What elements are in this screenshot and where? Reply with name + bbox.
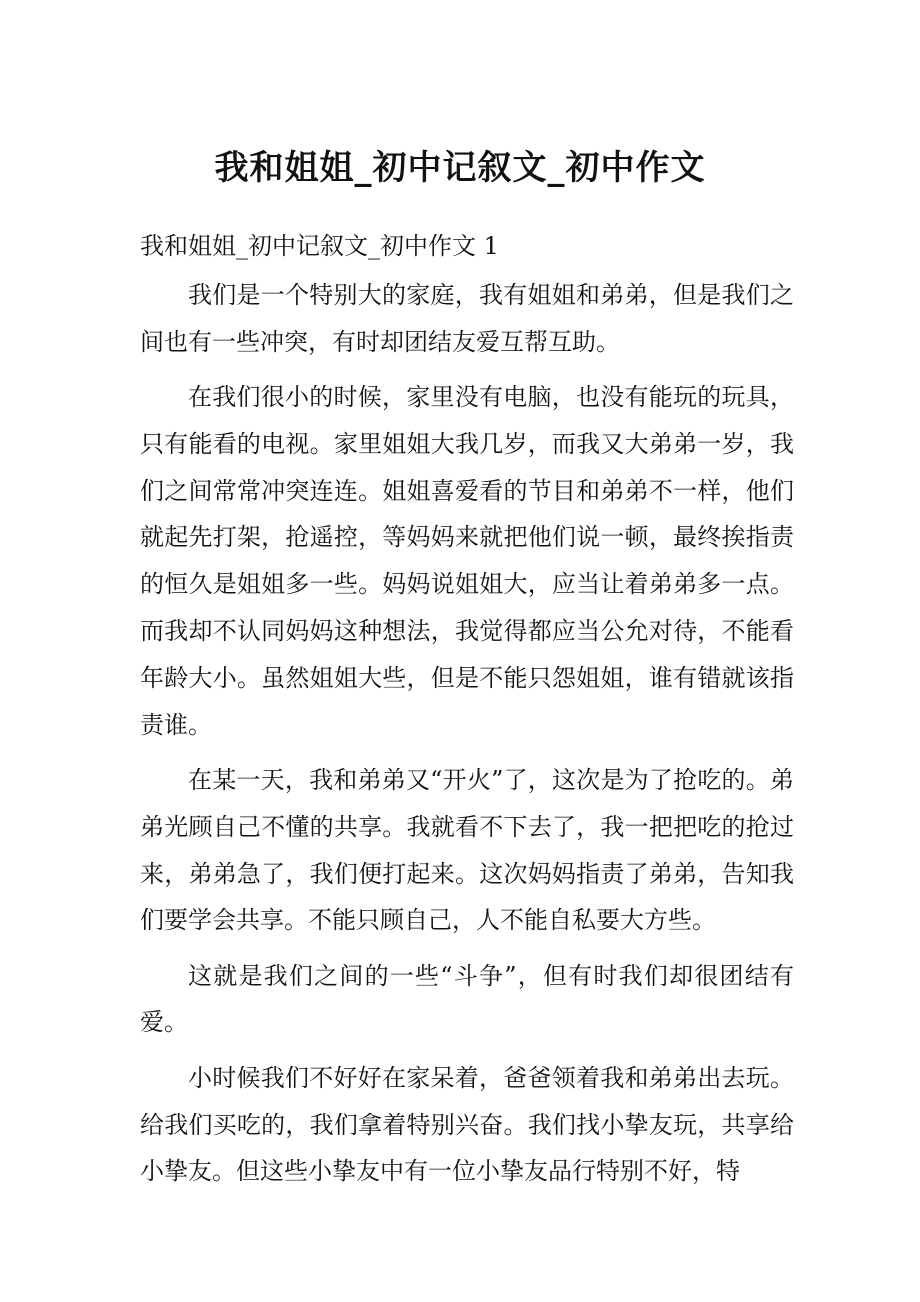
- paragraph: 小时候我们不好好在家呆着，爸爸领着我和弟弟出去玩。给我们买吃的，我们拿着特别兴奋。我们找小挚友玩，共享给小挚友。但这些小挚友中有一位小挚友品行特别不好，特: [140, 1063, 794, 1186]
- document-body: [140, 272, 794, 1204]
- paragraph: 这就是我们之间的一些“斗争”，但有时我们却很团结有爱。: [140, 961, 794, 1037]
- paragraph: 我们是一个特别大的家庭，我有姐姐和弟弟，但是我们之间也有一些冲突，有时却团结友爱互帮互助。: [140, 281, 794, 356]
- paragraph: 在我们很小的时候，家里没有电脑，也没有能玩的玩具，只有能看的电视。家里姐姐大我几岁，而我又大弟弟一岁，我们之间常常冲突连连。姐姐喜爱看的节目和弟弟不一样，他们就起先打架，抢遥控，等妈妈来就把他们说一顿，最终挨指责的恒久是姐姐多一些。妈妈说姐姐大，应当让着弟弟多一点。而我却不认同妈妈这种想法，我觉得都应当公允对待，不能看年龄大小。虽然姐姐大些，但是不能只怨姐姐，谁有错就该指责谁。: [140, 383, 794, 739]
- document-title: 我和姐姐_初中记叙文_初中作文: [214, 148, 706, 188]
- paragraph: 在某一天，我和弟弟又“开火”了，这次是为了抢吃的。弟弟光顾自己不懂的共享。我就看不下去了，我一把把吃的抢过来，弟弟急了，我们便打起来。这次妈妈指责了弟弟，告知我们要学会共享。不能只顾自己，人不能自私要大方些。: [140, 765, 794, 935]
- document-subtitle: 我和姐姐_初中记叙文_初中作文 1: [140, 232, 499, 260]
